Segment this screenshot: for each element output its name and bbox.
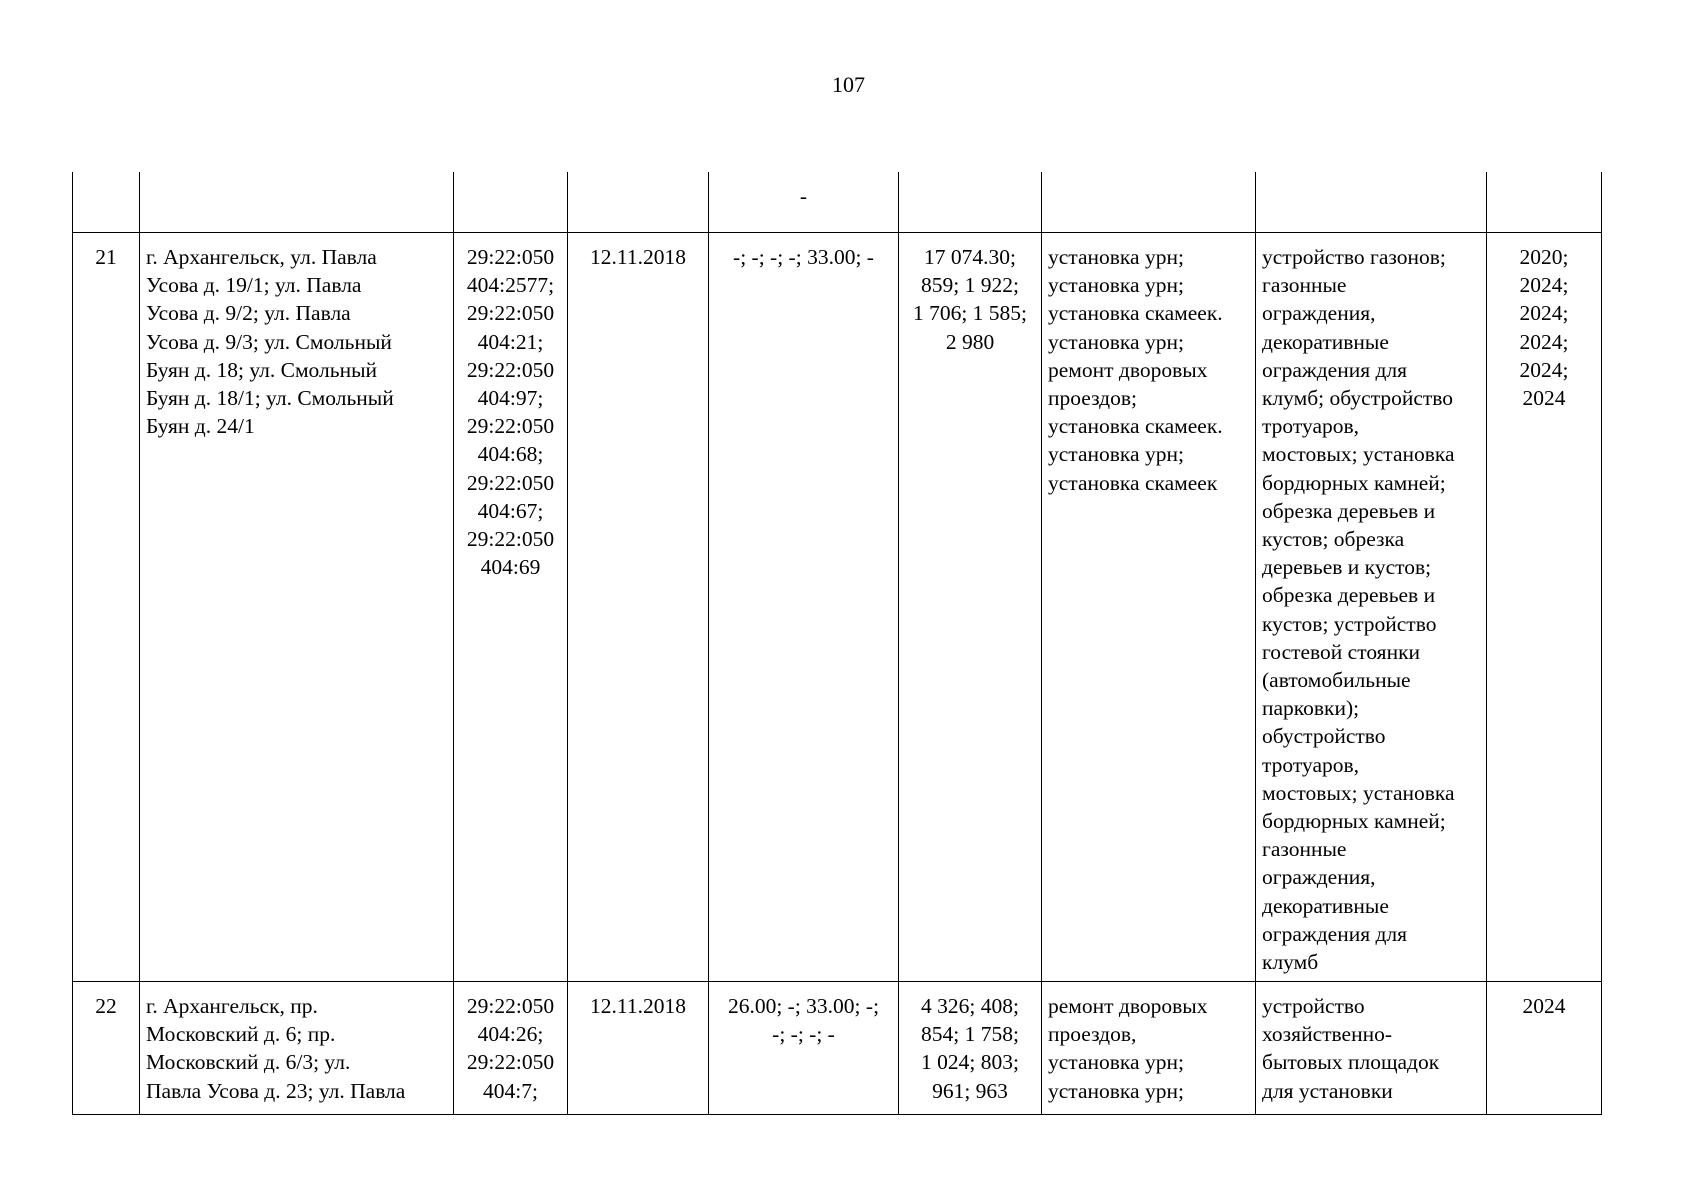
cell-values: -; -; -; -; 33.00; - <box>709 233 899 982</box>
cell-areas: 17 074.30; 859; 1 922; 1 706; 1 585; 2 980 <box>899 233 1042 982</box>
cell-cadastral: 29:22:050 404:2577; 29:22:050 404:21; 29:22:050 404:97; 29:22:050 404:68; 29:22:050 404:67; 29:22:050 404:69 <box>454 233 568 982</box>
cell-areas: 4 326; 408; 854; 1 758; 1 024; 803; 961; 963 <box>899 982 1042 1115</box>
table-row <box>73 233 1602 982</box>
cell-address: г. Архангельск, ул. Павла Усова д. 19/1; ул. Павла Усова д. 9/2; ул. Павла Усова д. 9/3; ул. Смольный Буян д. 18; ул. Смольный Буян д. 18/1; ул. Смольный Буян д. 24/1 <box>140 233 454 982</box>
cell-date: 12.11.2018 <box>568 982 709 1115</box>
cell-years <box>1487 172 1602 233</box>
register-table <box>72 172 1602 1115</box>
page-number: 107 <box>832 72 865 97</box>
cell-works-1: установка урн; установка урн; установка скамеек. установка урн; ремонт дворовых проездов; установка скамеек. установка урн; установка скамеек <box>1042 233 1256 982</box>
cell-cadastral <box>454 172 568 233</box>
cell-works-2 <box>1256 172 1487 233</box>
cell-years: 2024 <box>1487 982 1602 1115</box>
cell-cadastral: 29:22:050 404:26; 29:22:050 404:7; <box>454 982 568 1115</box>
cell-values: 26.00; -; 33.00; -; -; -; -; - <box>709 982 899 1115</box>
cell-date: 12.11.2018 <box>568 233 709 982</box>
cell-works-2: устройство хозяйственно- бытовых площадок для установки <box>1256 982 1487 1115</box>
cell-values: - <box>709 172 899 233</box>
cell-works-1 <box>1042 172 1256 233</box>
cell-date <box>568 172 709 233</box>
cell-works-1: ремонт дворовых проездов, установка урн; установка урн; <box>1042 982 1256 1115</box>
cell-number <box>73 172 140 233</box>
cell-number: 22 <box>73 982 140 1115</box>
continuation-row <box>73 172 1602 233</box>
cell-number: 21 <box>73 233 140 982</box>
cell-works-2: устройство газонов; газонные ограждения, декоративные ограждения для клумб; обустройство тротуаров, мостовых; установка бордюрных камней; обрезка деревьев и кустов; обрезка деревьев и кустов; обрезка деревьев и кустов; устройство гостевой стоянки (автомобильные парковки); обустройство тротуаров, мостовых; установка бордюрных камней; газонные ограждения, декоративные ограждения для клумб <box>1256 233 1487 982</box>
cell-areas <box>899 172 1042 233</box>
cell-years: 2020; 2024; 2024; 2024; 2024; 2024 <box>1487 233 1602 982</box>
table-row <box>73 982 1602 1115</box>
cell-address: г. Архангельск, пр. Московский д. 6; пр. Московский д. 6/3; ул. Павла Усова д. 23; ул. Павла <box>140 982 454 1115</box>
cell-address <box>140 172 454 233</box>
